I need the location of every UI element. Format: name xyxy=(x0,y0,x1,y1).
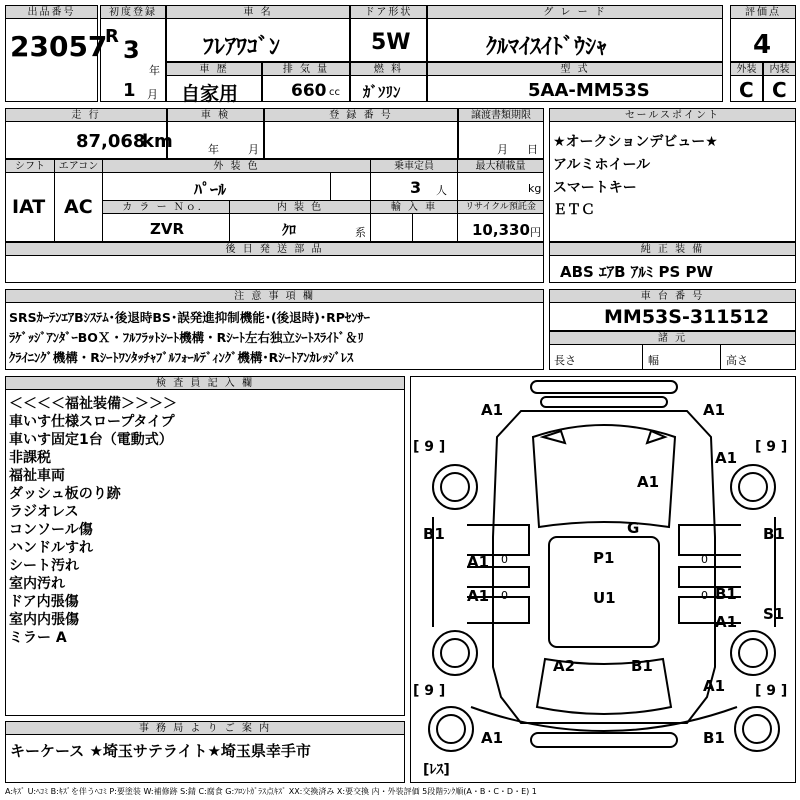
door-label: ドア形状 xyxy=(351,6,426,19)
tire-front-left: [ 9 ] xyxy=(413,439,446,455)
reg-year: 3 xyxy=(123,36,140,64)
score: 4 xyxy=(753,30,772,60)
sales-points-label: セールスポイント xyxy=(550,109,795,122)
zero-mark: 0 xyxy=(501,553,508,566)
inspector-line: 車いす固定1台（電動式） xyxy=(9,432,173,448)
exterior-label: 外装 xyxy=(731,63,762,76)
mileage: 87,068 xyxy=(76,131,146,152)
interior-label: 内装 xyxy=(764,63,795,76)
lot-number-cell xyxy=(5,5,108,102)
interior-color: ｸﾛ xyxy=(282,223,296,239)
recycle-unit: 円 xyxy=(530,226,541,239)
recycle-deposit: 10,330 xyxy=(472,221,530,239)
zero-mark: 0 xyxy=(501,589,508,602)
inspector-line: 車いす仕様スロープタイプ xyxy=(9,414,175,430)
mark-b1-right: B1 xyxy=(763,525,785,543)
ac-label: エアコン xyxy=(55,160,102,173)
car-outline xyxy=(411,377,797,784)
mark-a1-hood: A1 xyxy=(637,473,660,491)
office-info-cell xyxy=(5,721,405,783)
inspector-line: 室内汚れ xyxy=(9,576,65,592)
inspection-month-unit: 月 xyxy=(248,143,259,156)
capacity: 3 xyxy=(410,178,422,197)
note-line-2: ﾗｹﾞｯｼﾞｱﾝﾀﾞｰBOＸ・ﾌﾙﾌﾗｯﾄｼｰﾄ機構・Rｼｰﾄ左右独立ｼｰﾄｽﾗｲﾄﾞ＆ﾘ xyxy=(9,330,364,345)
note-line-3: ｸﾗｲﾆﾝｸﾞ機構・Rｼｰﾄﾜﾝﾀｯﾁｬﾌﾞﾙﾌｫｰﾙﾃﾞｨﾝｸﾞ機構･Rｼｰﾄｱﾝｶﾚｯｼﾞﾚｽ xyxy=(9,350,354,365)
exterior-color-label: 外 装 色 xyxy=(103,160,370,173)
sales-point-4: ＥＴＣ xyxy=(553,202,595,218)
grade: ｸﾙﾏｲｽｲﾄﾞｳｼｬ xyxy=(486,35,608,60)
transfer-deadline-cell xyxy=(458,108,544,159)
mark-u1: U1 xyxy=(593,589,616,607)
import-label: 輸 入 車 xyxy=(371,201,457,214)
interior-color-label: 内 装 色 xyxy=(230,201,370,214)
mark-a1-bumper-left: A1 xyxy=(481,729,504,747)
car-name: ﾌﾚｱﾜｺﾞﾝ xyxy=(203,35,281,60)
score-label: 評価点 xyxy=(731,6,795,19)
inspector-line: コンソール傷 xyxy=(9,522,93,538)
air-conditioning: AC xyxy=(64,196,93,218)
transfer-day-unit: 日 xyxy=(527,143,538,156)
capacity-unit: 人 xyxy=(436,184,447,197)
chassis-number: MM53S-311512 xyxy=(604,306,770,328)
grade-label: グ レ ー ド xyxy=(428,6,722,19)
inspector-line: 室内内張傷 xyxy=(9,612,79,628)
inspection-cell xyxy=(167,108,264,159)
inspector-line: 福祉車両 xyxy=(9,468,65,484)
displacement-unit: cc xyxy=(329,87,340,98)
sales-point-2: アルミホイール xyxy=(553,157,651,173)
mark-g: G xyxy=(627,519,640,537)
history-cell xyxy=(166,62,262,105)
inspection-label: 車 検 xyxy=(168,109,263,122)
mark-a1-front-right: A1 xyxy=(703,401,726,419)
mark-a1-front-left: A1 xyxy=(481,401,504,419)
tire-rear-left: [ 9 ] xyxy=(413,683,446,699)
zero-mark: 0 xyxy=(701,589,708,602)
inspection-year-unit: 年 xyxy=(208,143,219,156)
exterior-grade-cell xyxy=(730,62,763,102)
inspector-notes-cell xyxy=(5,376,405,716)
tire-front-right: [ 9 ] xyxy=(755,439,788,455)
door-cell xyxy=(350,5,427,62)
dimensions-label: 諸 元 xyxy=(550,332,795,345)
dimensions-cell xyxy=(549,331,796,370)
tire-rear-right: [ 9 ] xyxy=(755,683,788,699)
genuine-equipment-label: 純 正 装 備 xyxy=(550,243,795,256)
mark-b1-left: B1 xyxy=(423,525,445,543)
first-registration-cell xyxy=(100,5,166,102)
grade-cell xyxy=(427,5,723,62)
lot-number: 23057 xyxy=(10,30,108,63)
history-label: 車 歴 xyxy=(167,63,261,76)
notes-cell xyxy=(5,289,544,370)
notes-label: 注 意 事 項 欄 xyxy=(6,290,543,303)
shift: IAT xyxy=(12,196,46,218)
mark-a2: A2 xyxy=(553,657,576,675)
month-unit: 月 xyxy=(147,88,158,101)
shift-label: シフト xyxy=(6,160,54,173)
inspector-notes-label: 検 査 員 記 入 欄 xyxy=(6,377,404,390)
year-unit: 年 xyxy=(149,64,160,77)
reg-month: 1 xyxy=(123,80,136,101)
interior-grade-cell xyxy=(763,62,796,102)
inspector-line: ダッシュ板のり跡 xyxy=(9,486,121,502)
displacement-label: 排 気 量 xyxy=(263,63,349,76)
lot-number-label: 出品番号 xyxy=(6,6,97,19)
score-cell xyxy=(730,5,796,62)
reg-number-cell xyxy=(264,108,458,159)
inspector-line: 非課税 xyxy=(9,450,51,466)
mileage-label: 走 行 xyxy=(6,109,166,122)
genuine-equipment: ABS ｴｱB ｱﾙﾐ PS PW xyxy=(560,263,714,281)
displacement-cell xyxy=(262,62,350,102)
door-type: 5W xyxy=(371,30,411,55)
inspector-line: ハンドルすれ xyxy=(9,540,93,556)
fuel-label: 燃 料 xyxy=(351,63,426,76)
height-label: 高さ xyxy=(726,354,748,367)
model-cell xyxy=(427,62,723,102)
mileage-unit: km xyxy=(142,131,173,152)
recycle-label: リサイクル預託金 xyxy=(458,201,543,214)
mark-b1-rear: B1 xyxy=(631,657,653,675)
damage-diagram xyxy=(410,376,796,783)
mark-a1-left-door-1: A1 xyxy=(467,553,490,571)
first-registration-label: 初度登録 xyxy=(101,6,165,19)
fuel-cell xyxy=(350,62,427,102)
chassis-number-label: 車 台 番 号 xyxy=(550,290,795,303)
legend: A:ｷｽﾞ U:ﾍｺﾐ B:ｷｽﾞを伴うﾍｺﾐ P:要塗装 W:補修跡 S:錆 C:腐食 G:ﾌﾛﾝﾄｶﾞﾗｽ点ｷｽﾞ XX:交換済み X:要交換 内・外装評価 5段階ﾗﾝｸ順(A・B・C・D・E) 1 xyxy=(5,787,537,796)
color-number: ZVR xyxy=(150,220,185,238)
transfer-deadline-label: 譲渡書類期限 xyxy=(459,109,543,122)
inspector-line: ドア内張傷 xyxy=(9,594,79,610)
chassis-number-cell xyxy=(549,289,796,331)
sales-points-cell xyxy=(549,108,796,242)
sales-point-1: ★オークションデビュー★ xyxy=(553,134,718,150)
inspector-line: シート汚れ xyxy=(9,558,79,574)
capacity-label: 乗車定員 xyxy=(371,160,457,173)
office-info: キーケース ★埼玉サテライト★埼玉県幸手市 xyxy=(10,742,311,760)
exterior-color: ﾊﾟｰﾙ xyxy=(194,180,227,199)
office-info-label: 事 務 局 よ り ご 案 内 xyxy=(6,722,404,735)
mark-b1-right-door: B1 xyxy=(715,585,737,603)
genuine-equipment-cell xyxy=(549,242,796,283)
zero-mark: 0 xyxy=(701,553,708,566)
mark-p1: P1 xyxy=(593,549,615,567)
model-code: 5AA-MM53S xyxy=(528,80,650,101)
exterior-grade: C xyxy=(739,78,754,102)
sales-point-3: スマートキー xyxy=(553,180,637,196)
spare-tire: [ﾚｽ] xyxy=(423,762,450,778)
model-label: 型 式 xyxy=(428,63,722,76)
interior-color-unit: 系 xyxy=(355,226,366,239)
mark-s1: S1 xyxy=(763,605,785,623)
width-label: 幅 xyxy=(648,354,659,367)
mark-a1-rear-right: A1 xyxy=(703,677,726,695)
length-label: 長さ xyxy=(554,354,576,367)
later-parts-label: 後 日 発 送 部 品 xyxy=(6,243,543,256)
displacement: 660 xyxy=(291,81,327,101)
history: 自家用 xyxy=(181,83,239,105)
inspector-line: ＜＜＜＜福祉装備＞＞＞＞ xyxy=(9,396,177,412)
inspector-line: ラジオレス xyxy=(9,504,79,520)
inspector-line: ミラー A xyxy=(9,630,67,646)
car-name-cell xyxy=(166,5,350,62)
max-load-unit: kg xyxy=(528,182,542,195)
reg-number-label: 登 録 番 号 xyxy=(265,109,457,122)
mark-a1-fender-right: A1 xyxy=(715,449,738,467)
mark-a1-right-door: A1 xyxy=(715,613,738,631)
later-parts-cell xyxy=(5,242,544,283)
fuel: ｶﾞｿﾘﾝ xyxy=(363,83,401,101)
mileage-cell xyxy=(5,108,173,159)
car-name-label: 車 名 xyxy=(167,6,349,19)
transfer-month-unit: 月 xyxy=(497,143,508,156)
color-number-label: カ ラ ー Ｎｏ． xyxy=(103,201,229,214)
max-load-label: 最大積載量 xyxy=(458,160,543,173)
mark-b1-bumper-right: B1 xyxy=(703,729,725,747)
note-line-1: SRSｶｰﾃﾝｴｱBｼｽﾃﾑ･後退時BS･誤発進抑制機能･(後退時)･RPｾﾝｻｰ xyxy=(9,310,370,325)
interior-grade: C xyxy=(772,78,787,102)
era: R xyxy=(105,26,119,47)
mark-a1-left-door-2: A1 xyxy=(467,587,490,605)
